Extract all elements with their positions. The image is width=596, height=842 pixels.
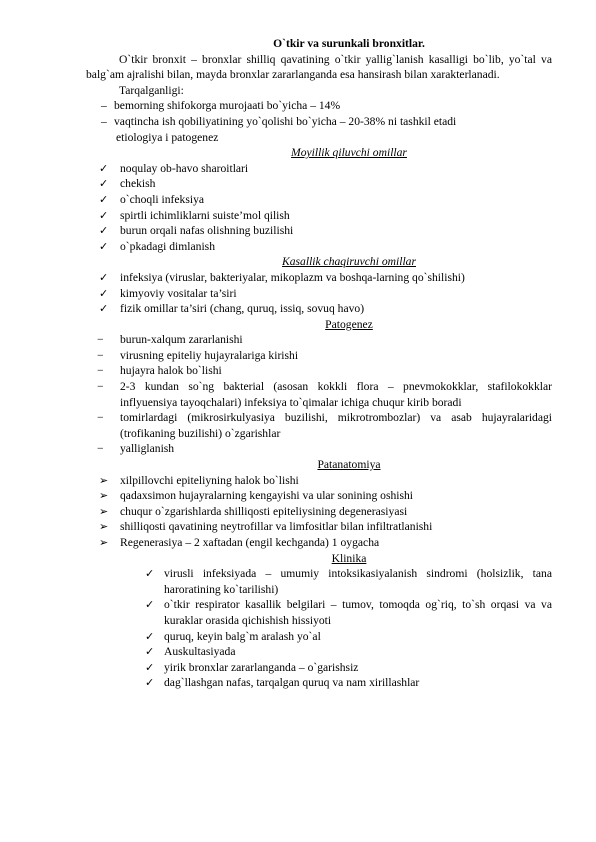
list-item: ➢ xilpillovchi epiteliyning halok bo`lishi [86, 473, 552, 489]
list-item: ✓ fizik omillar ta’siri (chang, quruq, issiq, sovuq havo) [86, 301, 552, 317]
list-item: ✓ virusli infeksiyada – umumiy intoksikasiyalanish sindromi (holsizlik, tana haroratining ko`tarilishi) [86, 566, 552, 597]
list-item: ➢ chuqur o`zgarishlarda shilliqosti epiteliysining degenerasiyasi [86, 504, 552, 520]
spread-label: Tarqalganligi: [119, 83, 184, 97]
list-item: ✓ o`choqli infeksiya [86, 192, 552, 208]
intro-paragraph: O`tkir bronxit – bronxlar shilliq qavatining o`tkir yallig`lanish kasalligi bo`lib, yo`tal va balg`am ajralishi bilan, mayda bronxlar zararlanganda esa hansirash bilan xarakterlanadi. [86, 52, 552, 82]
list-item: ✓ quruq, keyin balg`m aralash yo`al [86, 629, 552, 645]
predisposing-list [86, 161, 552, 255]
list-item: ➢ shilliqosti qavatining neytrofillar va limfositlar bilan infiltratlanishi [86, 519, 552, 535]
pathogenesis-list [86, 332, 552, 457]
list-item: ✓ burun orqali nafas olishning buzilishi [86, 223, 552, 239]
list-item: ➢ qadaxsimon hujayralarning kengayishi va ular sonining oshishi [86, 488, 552, 504]
list-item: − burun-xalqum zararlanishi [86, 332, 552, 348]
document-page [86, 36, 552, 691]
spread-list [86, 98, 552, 129]
clinic-heading: Klinika [331, 551, 367, 565]
list-item: ✓ chekish [86, 176, 552, 192]
list-item: − tomirlardagi (mikrosirkulyasiya buzilishi, mikrotrombozlar) va asab hujayralaridagi (trofikaning buzilishi) o`zgarishlar [86, 410, 552, 441]
list-item: ✓ dag`llashgan nafas, tarqalgan quruq va nam xirillashlar [86, 675, 552, 691]
predisposing-heading: Moyillik qiluvchi omillar [291, 146, 407, 160]
list-item: − yalliglanish [86, 441, 552, 457]
pathanatomy-heading: Patanatomiya [317, 458, 381, 472]
list-item: ✓ noqulay ob-havo sharoitlari [86, 161, 552, 177]
causative-heading: Kasallik chaqiruvchi omillar [282, 255, 416, 269]
list-item: ✓ spirtli ichimliklarni suiste’mol qilish [86, 208, 552, 224]
list-item: − 2-3 kundan so`ng bakterial (asosan kokkli flora – pnevmokokklar, stafilokokklar inflyuensiya tayoqchalari) infeksiya to`qimalar ichiga chuqur kirib boradi [86, 379, 552, 410]
list-item: − hujayra halok bo`lishi [86, 363, 552, 379]
clinic-list [86, 566, 552, 691]
list-item: − virusning epiteliy hujayralariga kirishi [86, 348, 552, 364]
pathogenesis-heading: Patogenez [325, 317, 373, 331]
causative-list [86, 270, 552, 317]
etiology-label: etiologiya i patogenez [116, 130, 219, 144]
list-item: ✓ o`tkir respirator kasallik belgilari – tumov, tomoqda og`riq, to`sh orqasi va va kuraklar orasida qichishish hissiyoti [86, 597, 552, 628]
list-item: ✓ yirik bronxlar zararlanganda – o`garishsiz [86, 660, 552, 676]
list-item: – bemorning shifokorga murojaati bo`yicha – 14% [86, 98, 552, 114]
pathanatomy-list [86, 473, 552, 551]
list-item: ✓ o`pkadagi dimlanish [86, 239, 552, 255]
list-item: ✓ Auskultasiyada [86, 644, 552, 660]
document-title: O`tkir va surunkali bronxitlar. [273, 37, 425, 50]
list-item: ✓ infeksiya (viruslar, bakteriyalar, mikoplazm va boshqa-larning qo`shilishi) [86, 270, 552, 286]
list-item: ✓ kimyoviy vositalar ta’siri [86, 286, 552, 302]
list-item: ➢ Regenerasiya – 2 xaftadan (engil kechganda) 1 oygacha [86, 535, 552, 551]
list-item: – vaqtincha ish qobiliyatining yo`qolishi bo`yicha – 20-38% ni tashkil etadi [86, 114, 552, 130]
